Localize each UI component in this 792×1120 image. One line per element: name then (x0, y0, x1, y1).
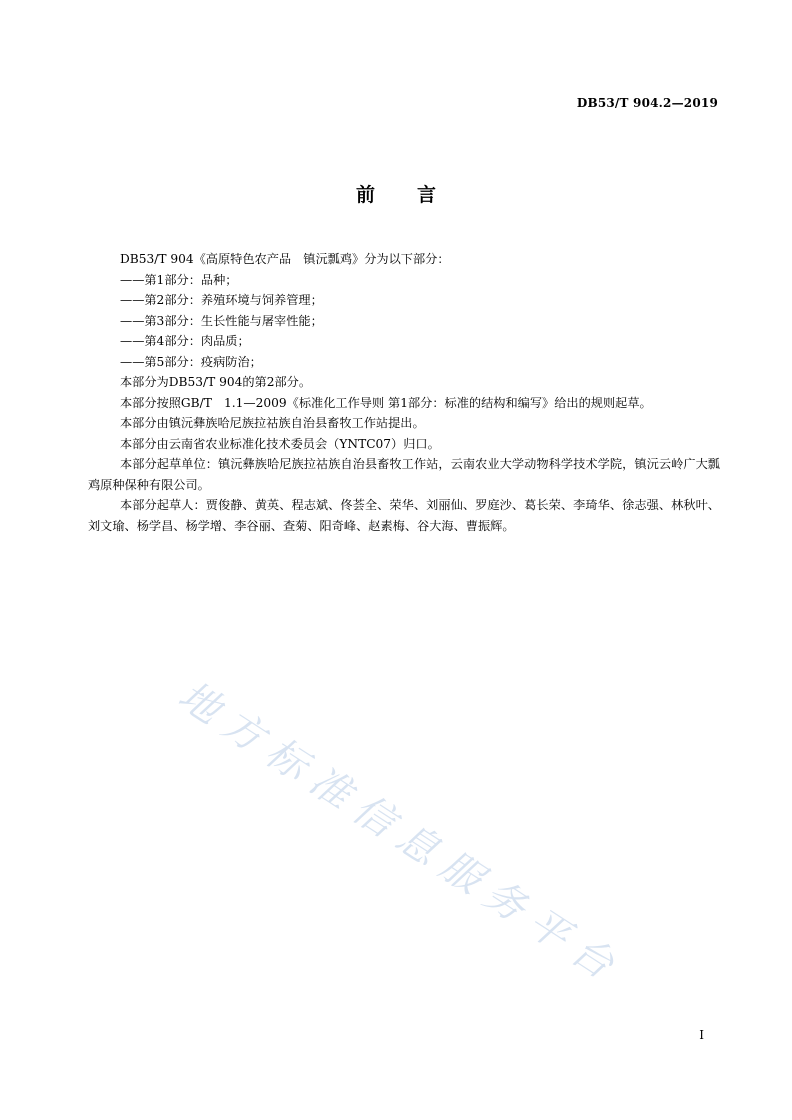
paragraph: DB53/T 904《高原特色农产品 镇沅瓢鸡》分为以下部分： (120, 252, 450, 266)
watermark: 地方标准信息服务平台 (170, 672, 632, 995)
title-char-1: 前 (355, 184, 375, 206)
page-number: I (699, 1028, 704, 1042)
list-item: ——第3部分：生长性能与屠宰性能； (120, 313, 323, 328)
list-item: ——第1部分：品种； (120, 272, 238, 287)
paragraph: 本部分由镇沅彝族哈尼族拉祜族自治县畜牧工作站提出。 (120, 416, 425, 430)
paragraph: 本部分按照GB/T 1.1—2009《标准化工作导则 第1部分：标准的结构和编写》给出的规则起草。 (120, 395, 652, 410)
paragraph: 本部分起草人：贾俊静、黄英、程志斌、佟荟全、荣华、刘丽仙、罗庭沙、葛长荣、李琦华、徐志强、林秋叶、刘文瑜、杨学昌、杨学增、李谷丽、查菊、阳奇峰、赵素梅、谷大海、曹振辉。 (88, 498, 720, 533)
title-char-2: 言 (417, 184, 437, 206)
paragraph: 本部分起草单位：镇沅彝族哈尼族拉祜族自治县畜牧工作站，云南农业大学动物科学技术学院，镇沅云岭广大瓢鸡原种保种有限公司。 (88, 457, 720, 492)
paragraph: 本部分为DB53/T 904的第2部分。 (120, 375, 312, 389)
standard-code: DB53/T 904.2—2019 (576, 96, 718, 110)
list-item: ——第2部分：养殖环境与饲养管理； (120, 293, 323, 307)
foreword-body (88, 249, 720, 536)
page-title (0, 180, 792, 207)
list-item: ——第5部分：疫病防治； (120, 354, 262, 369)
paragraph: 本部分由云南省农业标准化技术委员会（YNTC07）归口。 (120, 436, 440, 451)
list-item: ——第4部分：肉品质； (120, 334, 250, 348)
